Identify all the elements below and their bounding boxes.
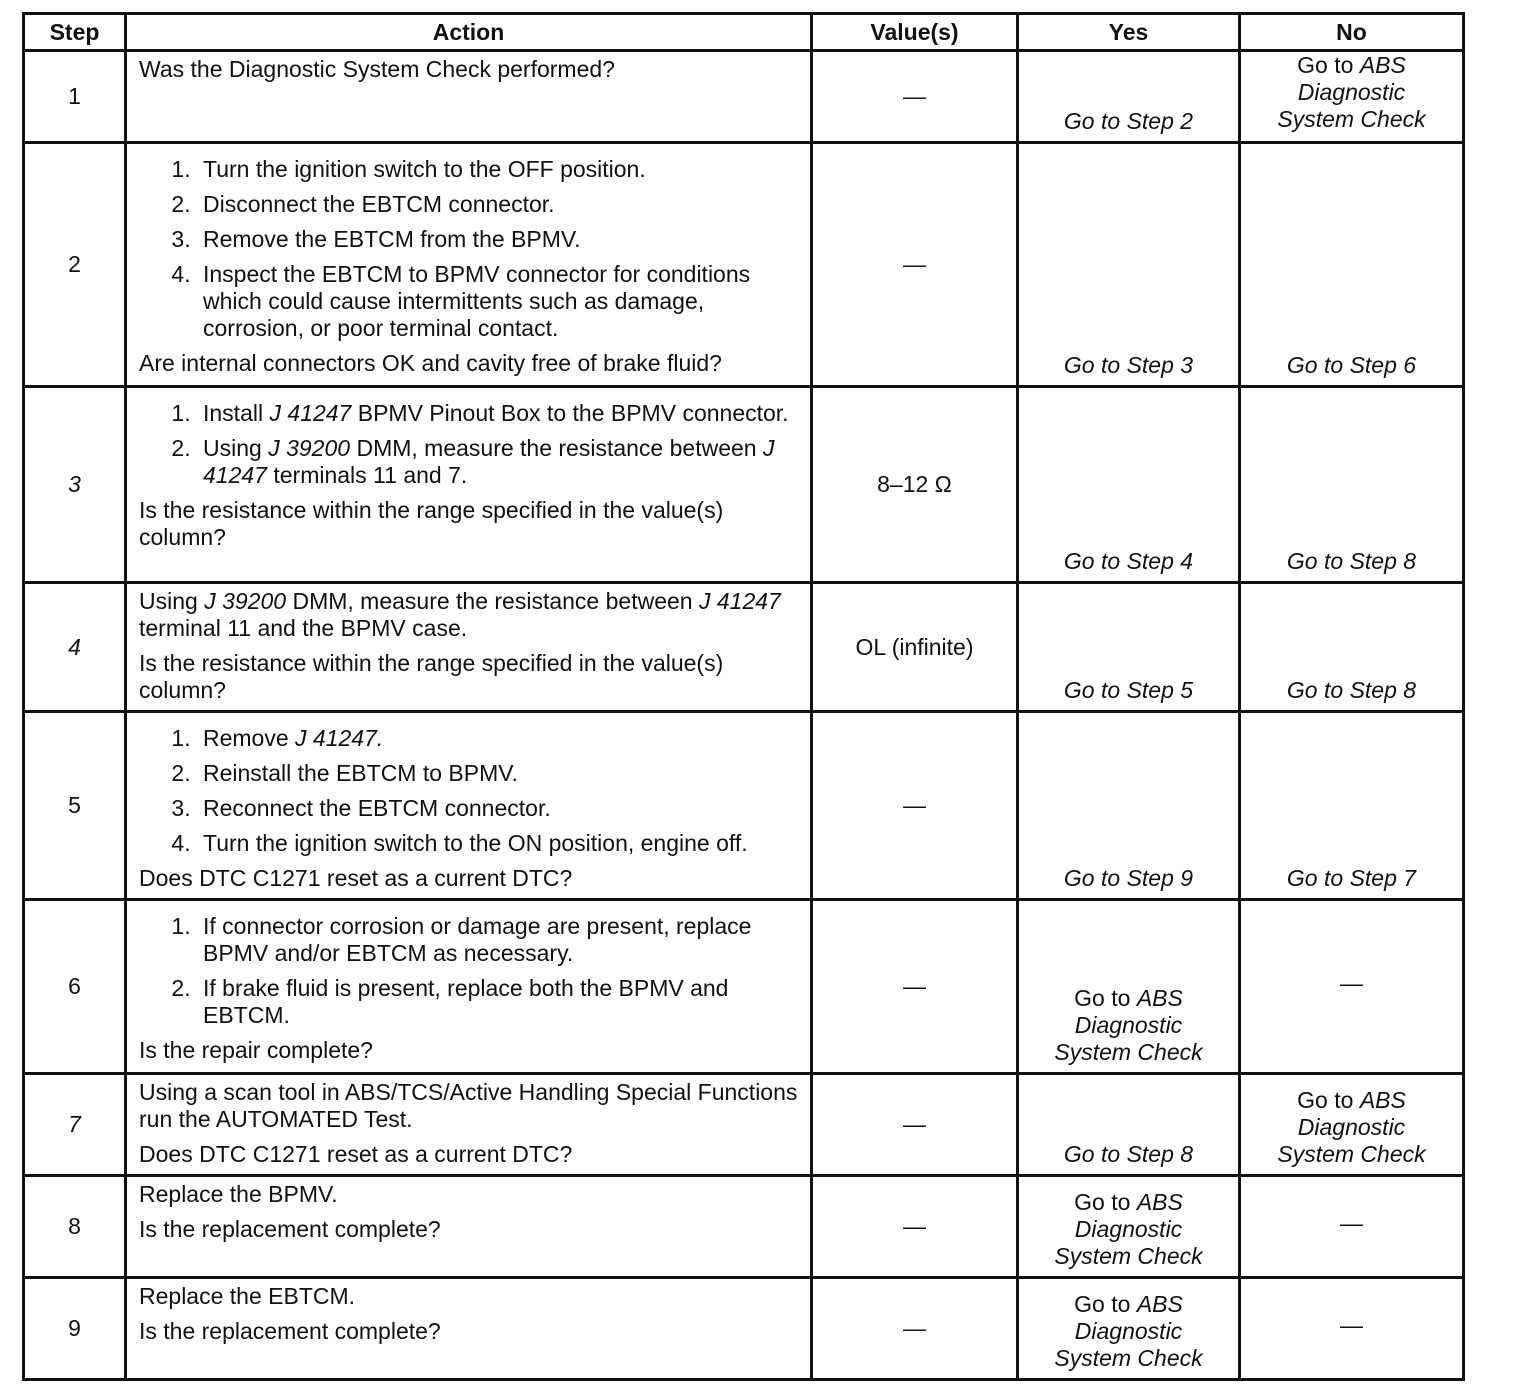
value-dash: — [903,83,926,109]
no-goto-abs [1241,52,1462,79]
action-question: Is the replacement complete? [139,1216,441,1242]
value-cell [812,143,1018,387]
yes-cell [1018,143,1240,387]
value-cell [812,583,1018,712]
yes-cell [1018,583,1240,712]
value-dash: — [903,1315,926,1341]
item-text: Using [139,588,198,614]
action-cell [126,1074,812,1176]
value-dash: — [903,1213,926,1239]
header-row [24,14,1464,51]
goto-text: Go to [1074,1291,1131,1317]
header-yes: Yes [1018,14,1240,51]
yes-goto-abs [1019,985,1238,1012]
value-dash: — [903,792,926,818]
syscheck-text: System Check [1054,1345,1203,1371]
step-number: 7 [24,1074,126,1176]
no-goto: Go to Step 6 [1286,352,1417,378]
action-cell [126,712,812,900]
diag-text: Diagnostic [1297,1114,1406,1140]
header-value: Value(s) [812,14,1018,51]
action-question: Is the replacement complete? [139,1318,441,1344]
action-steps-list [139,156,804,342]
action-text: Replace the BPMV. [139,1181,338,1207]
yes-goto: Go to Step 4 [1063,548,1194,574]
no-dash: — [1340,1312,1363,1338]
list-item: 2. Disconnect the EBTCM connector. [197,191,804,218]
yes-goto-abs [1019,1189,1238,1216]
action-cell [126,1176,812,1278]
yes-cell [1018,1278,1240,1380]
item-text: Using [203,435,262,461]
no-goto-abs [1241,1087,1462,1114]
action-cell [126,1278,812,1380]
yes-cell [1018,51,1240,143]
diag-text: Diagnostic [1074,1012,1183,1038]
yes-goto: Go to Step 3 [1063,352,1194,378]
yes-goto: Go to Step 2 [1063,108,1194,134]
value-cell [812,1176,1018,1278]
tool-name: J 41247 [269,400,352,426]
no-cell [1240,712,1464,900]
item-text: Install [203,400,264,426]
action-steps-list [139,400,804,489]
step-number: 2 [24,143,126,387]
list-item: 4. Inspect the EBTCM to BPMV connector for conditions which could cause intermittents such as damage, corrosion, or poor terminal contact. [197,261,804,342]
no-cell [1240,900,1464,1074]
no-cell [1240,143,1464,387]
item-text: terminal 11 and the BPMV case. [139,615,468,641]
action-steps-list [139,913,804,1029]
action-question: Does DTC C1271 reset as a current DTC? [139,1141,573,1167]
abs-text: ABS [1359,52,1406,78]
action-cell [126,900,812,1074]
action-question: Was the Diagnostic System Check performed? [139,56,615,82]
syscheck-text: System Check [1277,106,1426,132]
syscheck-text: System Check [1054,1243,1203,1269]
yes-goto: Go to Step 8 [1063,1141,1194,1167]
value-text: OL (infinite) [855,633,974,660]
value-text: 8–12 Ω [877,471,952,497]
abs-text: ABS [1136,985,1183,1011]
action-steps-list [139,725,804,857]
tool-name: J 39200 [268,435,351,461]
list-item: 3. Reconnect the EBTCM connector. [197,795,804,822]
step-number: 3 [24,387,126,583]
table-row-step-7 [24,1074,1464,1176]
value-dash: — [903,973,926,999]
value-dash: — [903,1111,926,1137]
no-cell [1240,1074,1464,1176]
abs-text: ABS [1136,1291,1183,1317]
goto-text: Go to [1074,1189,1131,1215]
list-item: 1. Turn the ignition switch to the OFF position. [197,156,804,183]
tool-name: J 41247 [203,435,775,488]
step-number: 1 [24,51,126,143]
yes-goto: Go to Step 9 [1063,865,1194,891]
no-cell [1240,1278,1464,1380]
item-text: terminals 11 and 7. [273,462,468,488]
value-cell [812,900,1018,1074]
value-dash: — [903,251,926,277]
action-text: Using a scan tool in ABS/TCS/Active Handling Special Functions run the AUTOMATED Test. [139,1079,798,1132]
action-question: Does DTC C1271 reset as a current DTC? [139,865,573,891]
diag-text: Diagnostic [1074,1216,1183,1242]
no-cell [1240,1176,1464,1278]
tool-name: J 41247 [698,588,781,614]
action-cell [126,51,812,143]
table-row-step-6 [24,900,1464,1074]
step-number: 5 [24,712,126,900]
header-action: Action [126,14,812,51]
step-number: 8 [24,1176,126,1278]
table-row-step-3 [24,387,1464,583]
list-item: 1. If connector corrosion or damage are present, replace BPMV and/or EBTCM as necessary. [197,913,804,967]
yes-cell [1018,900,1240,1074]
abs-text: ABS [1359,1087,1406,1113]
no-cell [1240,583,1464,712]
yes-goto: Go to Step 5 [1063,677,1194,703]
item-text: Remove [203,725,289,751]
item-text: DMM, measure the resistance between [292,588,693,614]
action-text: Replace the EBTCM. [139,1283,356,1309]
value-cell [812,387,1018,583]
no-cell [1240,387,1464,583]
value-cell [812,1074,1018,1176]
table-row-step-9 [24,1278,1464,1380]
action-text [139,588,804,642]
yes-cell [1018,1074,1240,1176]
diag-text: Diagnostic [1074,1318,1183,1344]
yes-goto-abs [1019,1291,1238,1318]
syscheck-text: System Check [1277,1141,1426,1167]
goto-text: Go to [1297,52,1354,78]
action-question: Is the resistance within the range specified in the value(s) column? [139,650,724,703]
value-cell [812,712,1018,900]
no-dash: — [1340,1210,1363,1236]
syscheck-text: System Check [1054,1039,1203,1065]
table-row-step-4 [24,583,1464,712]
step-number: 9 [24,1278,126,1380]
table-row-step-8 [24,1176,1464,1278]
yes-cell [1018,1176,1240,1278]
no-goto: Go to Step 8 [1286,677,1417,703]
list-item: 2. If brake fluid is present, replace both the BPMV and EBTCM. [197,975,804,1029]
tool-name: J 41247. [295,725,384,751]
no-cell [1240,51,1464,143]
action-question: Are internal connectors OK and cavity free of brake fluid? [139,350,722,376]
value-cell [812,1278,1018,1380]
step-number: 4 [24,583,126,712]
no-goto: Go to Step 7 [1286,865,1417,891]
list-item: 2. Reinstall the EBTCM to BPMV. [197,760,804,787]
item-text: DMM, measure the resistance between [356,435,757,461]
goto-text: Go to [1074,985,1131,1011]
goto-text: Go to [1297,1087,1354,1113]
diag-text: Diagnostic [1297,79,1406,105]
no-dash: — [1340,970,1363,996]
tool-name: J 39200 [204,588,287,614]
header-step: Step [24,14,126,51]
yes-cell [1018,712,1240,900]
no-goto: Go to Step 8 [1286,548,1417,574]
action-cell [126,143,812,387]
step-number: 6 [24,900,126,1074]
action-question: Is the resistance within the range specified in the value(s) column? [139,497,724,550]
list-item: 3. Remove the EBTCM from the BPMV. [197,226,804,253]
list-item [197,435,804,489]
diagnostic-table [22,12,1465,1381]
action-question: Is the repair complete? [139,1037,373,1063]
abs-text: ABS [1136,1189,1183,1215]
action-cell [126,387,812,583]
table-row-step-1 [24,51,1464,143]
list-item: 4. Turn the ignition switch to the ON position, engine off. [197,830,804,857]
action-cell [126,583,812,712]
list-item [197,725,804,752]
item-text: BPMV Pinout Box to the BPMV connector. [357,400,789,426]
table-row-step-5 [24,712,1464,900]
list-item [197,400,804,427]
header-no: No [1240,14,1464,51]
yes-cell [1018,387,1240,583]
table-row-step-2 [24,143,1464,387]
value-cell [812,51,1018,143]
